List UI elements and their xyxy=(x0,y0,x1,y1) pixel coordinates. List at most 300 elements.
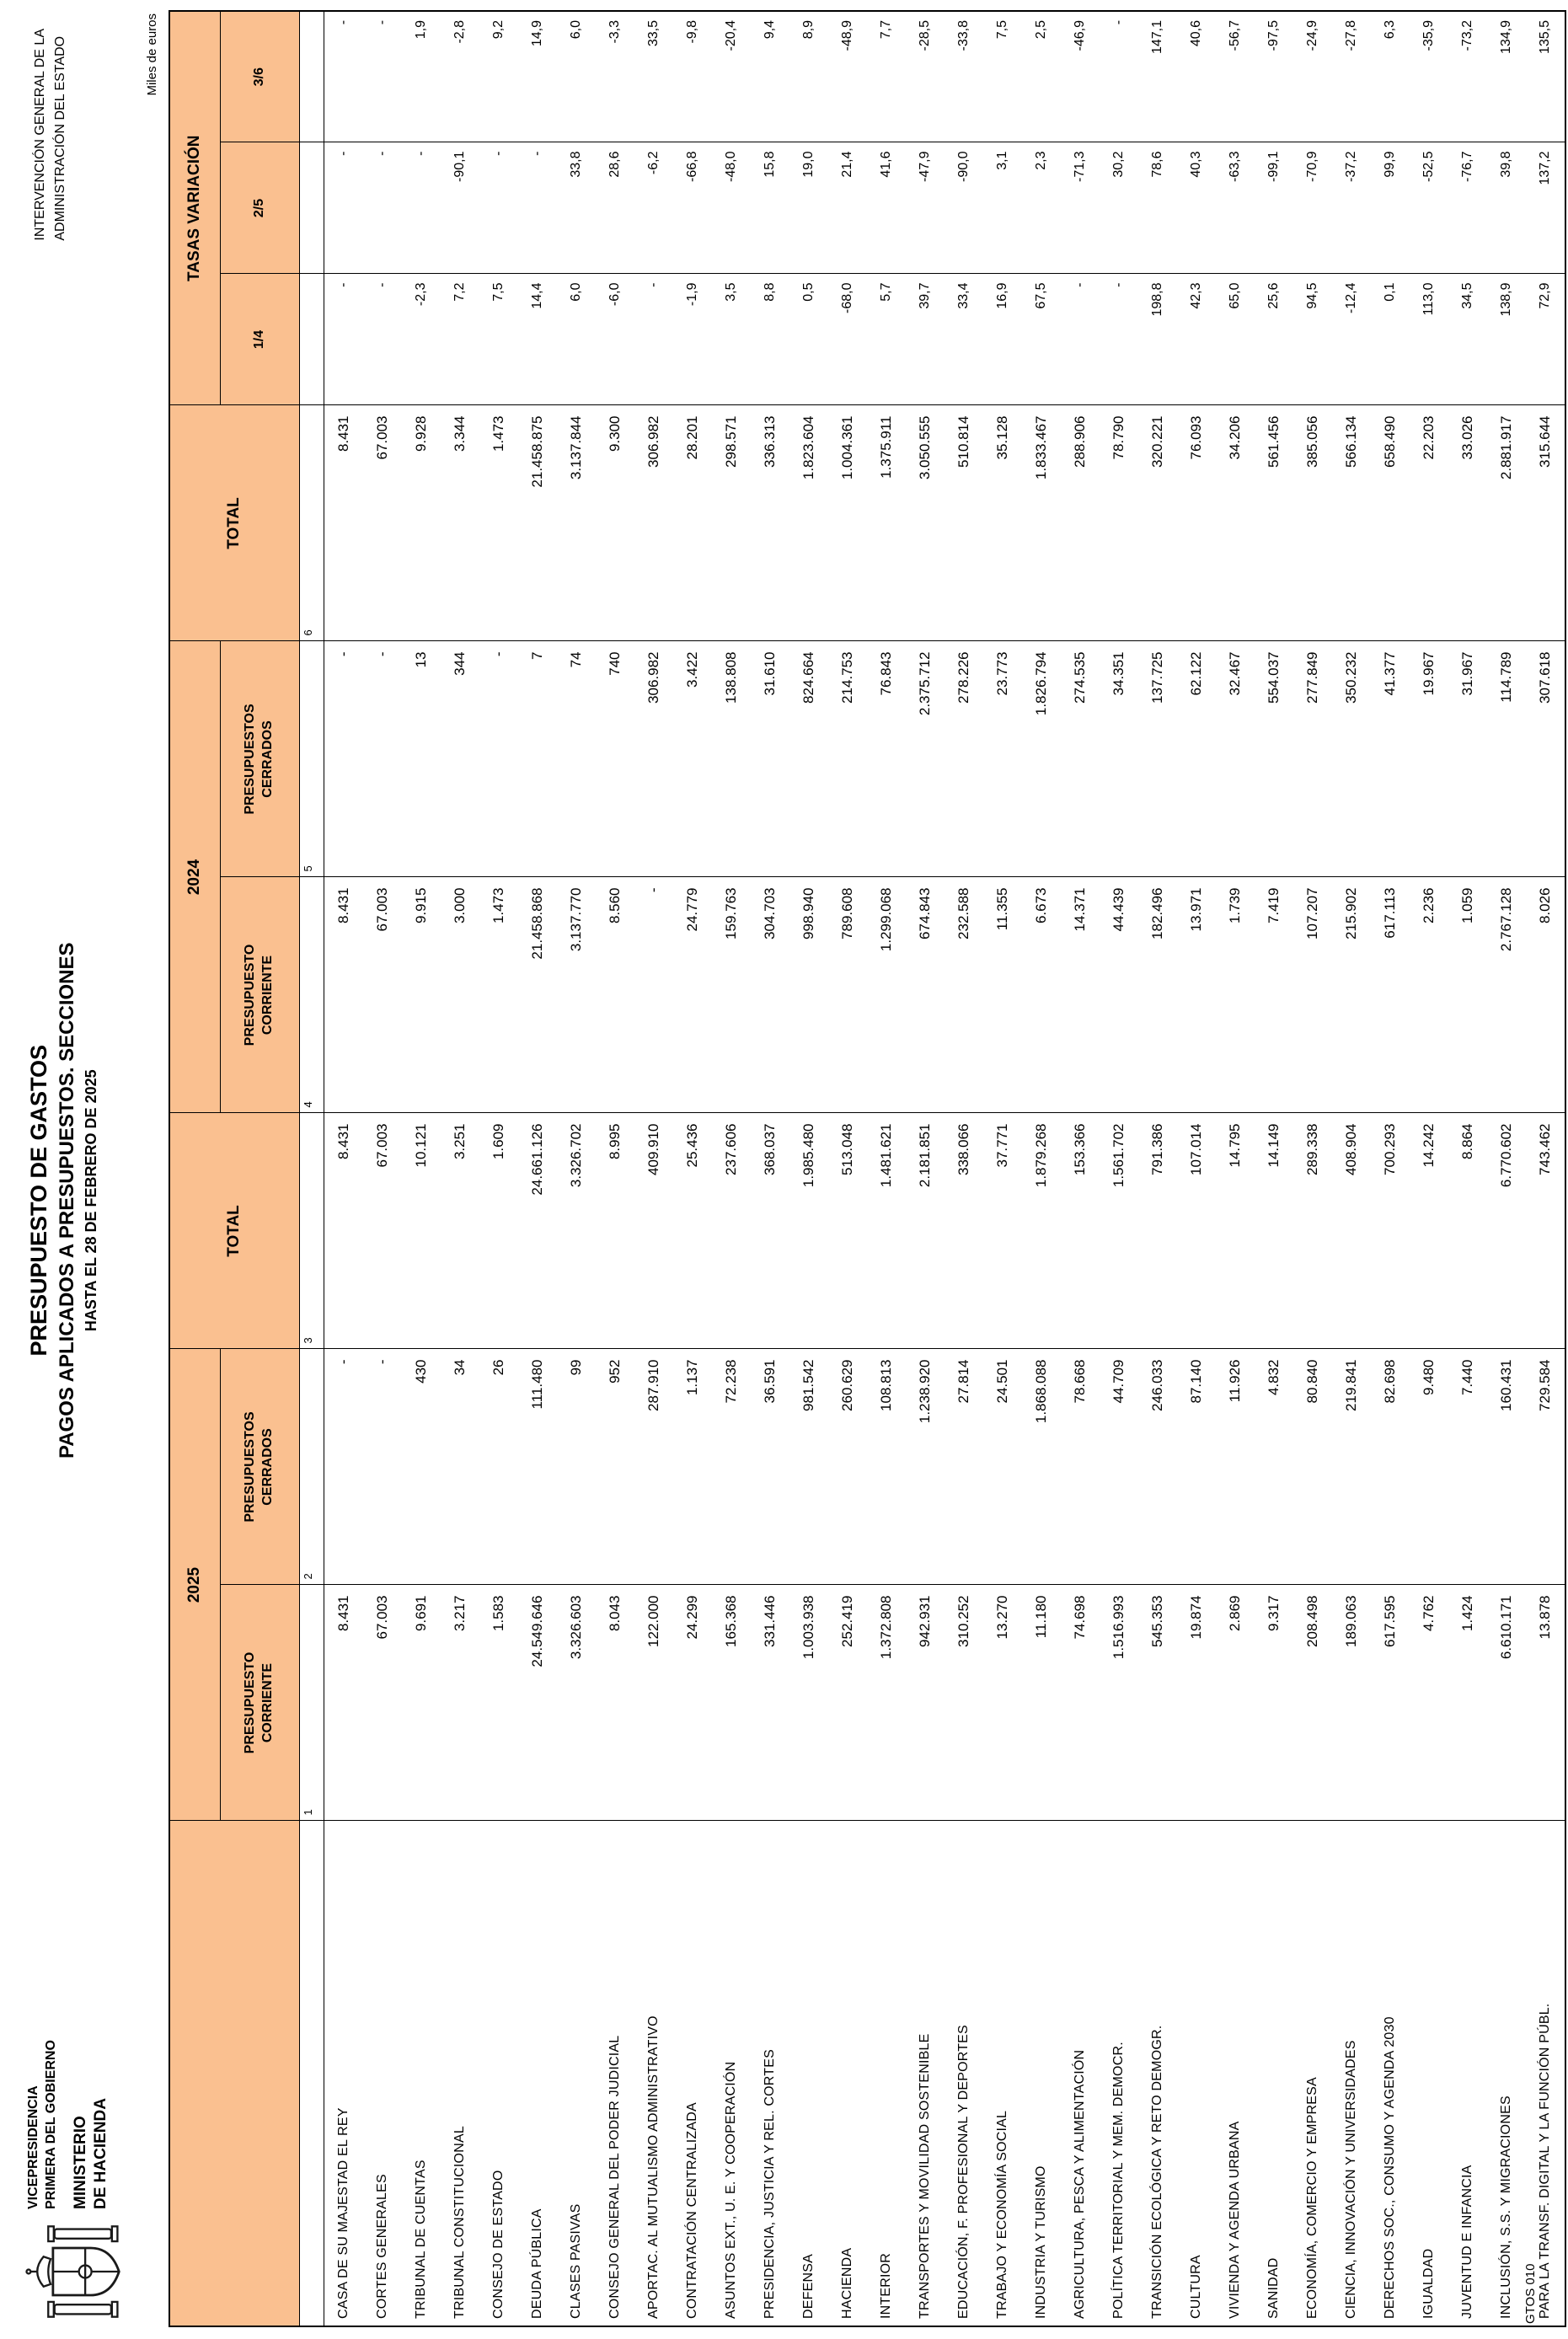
value-cell-v14: 72,9 xyxy=(1526,274,1565,405)
table-row xyxy=(789,11,828,2326)
value-cell-c2: 287.910 xyxy=(634,1349,673,1585)
value-cell-c2: 99 xyxy=(557,1349,596,1585)
value-cell-v25: -76,7 xyxy=(1448,142,1487,274)
value-cell-c2: 7.440 xyxy=(1448,1349,1487,1585)
value-cell-c4: 6.673 xyxy=(1022,877,1061,1113)
table-row xyxy=(1022,11,1061,2326)
section-name-cell: APORTAC. AL MUTUALISMO ADMINISTRATIVO xyxy=(634,1821,673,2326)
value-cell-v36: -27,8 xyxy=(1332,11,1371,142)
value-cell-c4: 617.113 xyxy=(1371,877,1410,1113)
section-name-cell: DEUDA PÚBLICA xyxy=(518,1821,557,2326)
value-cell-c4: 1.739 xyxy=(1216,877,1255,1113)
document-title-block xyxy=(25,942,103,1459)
subheader-label: PRESUPUESTO CORRIENTE xyxy=(243,944,275,1046)
section-name-cell: ASUNTOS EXT., U. E. Y COOPERACIÓN xyxy=(712,1821,751,2326)
value-cell-c4: 8.560 xyxy=(596,877,634,1113)
value-cell-c1: 1.003.938 xyxy=(789,1585,828,1821)
value-cell-c1: 13.878 xyxy=(1526,1585,1565,1821)
table-row xyxy=(828,11,867,2326)
value-cell-v25: 41,6 xyxy=(867,142,906,274)
column-number-blank xyxy=(299,1821,324,2326)
value-cell-v14: - xyxy=(634,274,673,405)
value-cell-v36: 134,9 xyxy=(1487,11,1526,142)
value-cell-c6: 76.093 xyxy=(1177,405,1216,641)
value-cell-c5: 3.422 xyxy=(673,641,712,877)
value-cell-c5: 74 xyxy=(557,641,596,877)
value-cell-c2: 160.431 xyxy=(1487,1349,1526,1585)
value-cell-c5: 554.037 xyxy=(1255,641,1293,877)
value-cell-v14: 113,0 xyxy=(1410,274,1448,405)
section-name-cell: CIENCIA, INNOVACIÓN Y UNIVERSIDADES xyxy=(1332,1821,1371,2326)
value-cell-c3: 14.242 xyxy=(1410,1113,1448,1349)
value-cell-c2: 1.238.920 xyxy=(906,1349,945,1585)
value-cell-c1: 189.063 xyxy=(1332,1585,1371,1821)
value-cell-v25: -47,9 xyxy=(906,142,945,274)
value-cell-c1: 6.610.171 xyxy=(1487,1585,1526,1821)
table-row xyxy=(518,11,557,2326)
subheader-label: PRESUPUESTOS CERRADOS xyxy=(243,704,275,815)
value-cell-v14: 0,5 xyxy=(789,274,828,405)
column-number-1: 1 xyxy=(299,1585,324,1821)
value-cell-c5: 350.232 xyxy=(1332,641,1371,877)
agency-line: INTERVENCIÓN GENERAL DE LA xyxy=(33,29,47,241)
table-row xyxy=(402,11,441,2326)
value-cell-v36: 6,3 xyxy=(1371,11,1410,142)
value-cell-v14: 3,5 xyxy=(712,274,751,405)
value-cell-v14: 8,8 xyxy=(751,274,789,405)
value-cell-v25: 40,3 xyxy=(1177,142,1216,274)
value-cell-c2: 1.137 xyxy=(673,1349,712,1585)
value-cell-v36: 14,9 xyxy=(518,11,557,142)
ministry-block xyxy=(22,2040,112,2209)
value-cell-c3: 1.481.621 xyxy=(867,1113,906,1349)
value-cell-c3: 153.366 xyxy=(1061,1113,1100,1349)
value-cell-c4: 14.371 xyxy=(1061,877,1100,1113)
value-cell-c1: 24.549.646 xyxy=(518,1585,557,1821)
value-cell-c4: 67.003 xyxy=(363,877,402,1113)
value-cell-c2: 4.832 xyxy=(1255,1349,1293,1585)
value-cell-v25: -48,0 xyxy=(712,142,751,274)
value-cell-c3: 1.879.268 xyxy=(1022,1113,1061,1349)
table-row xyxy=(751,11,789,2326)
section-name-cell: TRANSICIÓN ECOLÓGICA Y RETO DEMOGR. xyxy=(1138,1821,1177,2326)
value-cell-c4: 107.207 xyxy=(1293,877,1332,1113)
value-cell-c2: 87.140 xyxy=(1177,1349,1216,1585)
value-cell-v36: 6,0 xyxy=(557,11,596,142)
value-cell-c4: 9.915 xyxy=(402,877,441,1113)
table-body xyxy=(324,11,1565,2326)
value-cell-v25: - xyxy=(402,142,441,274)
section-name-cell: TRANSPORTES Y MOVILIDAD SOSTENIBLE xyxy=(906,1821,945,2326)
value-cell-v25: -66,8 xyxy=(673,142,712,274)
value-cell-c1: 19.874 xyxy=(1177,1585,1216,1821)
group-header-2025: 2025 xyxy=(169,1349,220,1821)
value-cell-v36: -24,9 xyxy=(1293,11,1332,142)
form-code: GTOS 010 xyxy=(1523,2263,1538,2324)
value-cell-c6: 298.571 xyxy=(712,405,751,641)
value-cell-c2: 36.591 xyxy=(751,1349,789,1585)
value-cell-v25: 30,2 xyxy=(1100,142,1138,274)
value-cell-c5: 307.618 xyxy=(1526,641,1565,877)
value-cell-c6: 510.814 xyxy=(945,405,983,641)
value-cell-v25: - xyxy=(363,142,402,274)
column-number-5: 5 xyxy=(299,641,324,877)
subheader-label: PRESUPUESTO CORRIENTE xyxy=(243,1651,275,1754)
value-cell-c3: 3.251 xyxy=(441,1113,479,1349)
value-cell-c2: 219.841 xyxy=(1332,1349,1371,1585)
section-name-cell: TRIBUNAL CONSTITUCIONAL xyxy=(441,1821,479,2326)
value-cell-v36: -28,5 xyxy=(906,11,945,142)
value-cell-c6: 385.056 xyxy=(1293,405,1332,641)
value-cell-v14: - xyxy=(324,274,363,405)
section-name-cell: DERECHOS SOC., CONSUMO Y AGENDA 2030 xyxy=(1371,1821,1410,2326)
value-cell-c3: 10.121 xyxy=(402,1113,441,1349)
value-cell-v14: 138,9 xyxy=(1487,274,1526,405)
value-cell-c1: 13.270 xyxy=(983,1585,1022,1821)
value-cell-c3: 409.910 xyxy=(634,1113,673,1349)
value-cell-c1: 3.326.603 xyxy=(557,1585,596,1821)
value-cell-c4: 1.059 xyxy=(1448,877,1487,1113)
subheader-cerrados-2025 xyxy=(220,1349,299,1585)
value-cell-c6: 3.050.555 xyxy=(906,405,945,641)
value-cell-v14: 25,6 xyxy=(1255,274,1293,405)
value-cell-c1: 122.000 xyxy=(634,1585,673,1821)
value-cell-c5: 32.467 xyxy=(1216,641,1255,877)
value-cell-c1: 4.762 xyxy=(1410,1585,1448,1821)
value-cell-c2: 44.709 xyxy=(1100,1349,1138,1585)
spain-coat-of-arms-logo xyxy=(22,2224,128,2319)
value-cell-c6: 78.790 xyxy=(1100,405,1138,641)
value-cell-c3: 237.606 xyxy=(712,1113,751,1349)
value-cell-c2: 34 xyxy=(441,1349,479,1585)
value-cell-v25: 33,8 xyxy=(557,142,596,274)
value-cell-c3: 8.864 xyxy=(1448,1113,1487,1349)
table-row xyxy=(712,11,751,2326)
value-cell-v36: -20,4 xyxy=(712,11,751,142)
value-cell-v14: 65,0 xyxy=(1216,274,1255,405)
value-cell-v36: -33,8 xyxy=(945,11,983,142)
column-number-3: 3 xyxy=(299,1113,324,1349)
value-cell-c5: 114.789 xyxy=(1487,641,1526,877)
table-row xyxy=(557,11,596,2326)
value-cell-c4: 159.763 xyxy=(712,877,751,1113)
table-row xyxy=(363,11,402,2326)
value-cell-v14: 6,0 xyxy=(557,274,596,405)
value-cell-c4: 1.299.068 xyxy=(867,877,906,1113)
section-name-cell: TRIBUNAL DE CUENTAS xyxy=(402,1821,441,2326)
value-cell-c6: 306.982 xyxy=(634,405,673,641)
value-cell-c5: 137.725 xyxy=(1138,641,1177,877)
subheader-rate-2-5: 2/5 xyxy=(220,142,299,274)
value-cell-c5: 13 xyxy=(402,641,441,877)
value-cell-c3: 338.066 xyxy=(945,1113,983,1349)
value-cell-v14: -68,0 xyxy=(828,274,867,405)
section-name-cell: JUVENTUD E INFANCIA xyxy=(1448,1821,1487,2326)
value-cell-c5: 34.351 xyxy=(1100,641,1138,877)
value-cell-v14: 33,4 xyxy=(945,274,983,405)
value-cell-v25: 19,0 xyxy=(789,142,828,274)
section-name-cell: SANIDAD xyxy=(1255,1821,1293,2326)
value-cell-c4: 998.940 xyxy=(789,877,828,1113)
value-cell-v25: -71,3 xyxy=(1061,142,1100,274)
value-cell-c6: 1.833.467 xyxy=(1022,405,1061,641)
value-cell-c3: 37.771 xyxy=(983,1113,1022,1349)
table-row xyxy=(1177,11,1216,2326)
table-row xyxy=(1487,11,1526,2326)
value-cell-c4: 1.473 xyxy=(479,877,518,1113)
value-cell-v25: 2,3 xyxy=(1022,142,1061,274)
value-cell-c4: 304.703 xyxy=(751,877,789,1113)
value-cell-v36: - xyxy=(363,11,402,142)
agency-line: ADMINISTRACIÓN DEL ESTADO xyxy=(53,35,67,241)
value-cell-c2: 72.238 xyxy=(712,1349,751,1585)
value-cell-c1: 3.217 xyxy=(441,1585,479,1821)
value-cell-v14: 7,5 xyxy=(479,274,518,405)
subheader-corriente-2024 xyxy=(220,877,299,1113)
subheader-rate-3-6: 3/6 xyxy=(220,11,299,142)
section-name-cell: HACIENDA xyxy=(828,1821,867,2326)
value-cell-c5: 138.808 xyxy=(712,641,751,877)
value-cell-c1: 8.431 xyxy=(324,1585,363,1821)
section-name-cell: TRABAJO Y ECONOMÍA SOCIAL xyxy=(983,1821,1022,2326)
value-cell-c5: 76.843 xyxy=(867,641,906,877)
value-cell-c1: 1.372.808 xyxy=(867,1585,906,1821)
section-name-cell: VIVIENDA Y AGENDA URBANA xyxy=(1216,1821,1255,2326)
value-cell-v25: - xyxy=(518,142,557,274)
value-cell-c1: 2.869 xyxy=(1216,1585,1255,1821)
value-cell-c3: 1.609 xyxy=(479,1113,518,1349)
value-cell-v14: 34,5 xyxy=(1448,274,1487,405)
value-cell-c1: 545.353 xyxy=(1138,1585,1177,1821)
value-cell-c2: - xyxy=(363,1349,402,1585)
table-row xyxy=(906,11,945,2326)
value-cell-c2: 9.480 xyxy=(1410,1349,1448,1585)
value-cell-c1: 24.299 xyxy=(673,1585,712,1821)
table-row xyxy=(634,11,673,2326)
value-cell-c3: 14.795 xyxy=(1216,1113,1255,1349)
value-cell-c6: 3.344 xyxy=(441,405,479,641)
value-cell-c1: 208.498 xyxy=(1293,1585,1332,1821)
value-cell-c2: 981.542 xyxy=(789,1349,828,1585)
value-cell-v14: -2,3 xyxy=(402,274,441,405)
value-cell-c6: 35.128 xyxy=(983,405,1022,641)
value-cell-c4: 232.588 xyxy=(945,877,983,1113)
value-cell-v14: -12,4 xyxy=(1332,274,1371,405)
value-cell-c3: 67.003 xyxy=(363,1113,402,1349)
value-cell-c1: 1.424 xyxy=(1448,1585,1487,1821)
page-subtitle: PAGOS APLICADOS A PRESUPUESTOS. SECCIONES xyxy=(55,942,78,1459)
value-cell-c1: 1.583 xyxy=(479,1585,518,1821)
units-label: Miles de euros xyxy=(145,13,159,96)
value-cell-c4: 3.137.770 xyxy=(557,877,596,1113)
section-name-cell: ECONOMÍA, COMERCIO Y EMPRESA xyxy=(1293,1821,1332,2326)
value-cell-c1: 1.516.993 xyxy=(1100,1585,1138,1821)
value-cell-c2: 82.698 xyxy=(1371,1349,1410,1585)
value-cell-c6: 336.313 xyxy=(751,405,789,641)
value-cell-c3: 2.181.851 xyxy=(906,1113,945,1349)
value-cell-c1: 165.368 xyxy=(712,1585,751,1821)
value-cell-c4: 8.026 xyxy=(1526,877,1565,1113)
value-cell-c4: 44.439 xyxy=(1100,877,1138,1113)
value-cell-c2: 108.813 xyxy=(867,1349,906,1585)
value-cell-v25: -52,5 xyxy=(1410,142,1448,274)
value-cell-v36: 9,2 xyxy=(479,11,518,142)
subheader-cerrados-2024 xyxy=(220,641,299,877)
table-row xyxy=(324,11,363,2326)
value-cell-c3: 107.014 xyxy=(1177,1113,1216,1349)
table-row xyxy=(673,11,712,2326)
value-cell-v14: 5,7 xyxy=(867,274,906,405)
value-cell-v14: -1,9 xyxy=(673,274,712,405)
value-cell-c1: 9.317 xyxy=(1255,1585,1293,1821)
value-cell-c5: - xyxy=(363,641,402,877)
value-cell-c4: 2.236 xyxy=(1410,877,1448,1113)
value-cell-c2: 729.584 xyxy=(1526,1349,1565,1585)
value-cell-c6: 1.375.911 xyxy=(867,405,906,641)
total-header-2025: TOTAL xyxy=(169,1113,299,1349)
table-row xyxy=(1332,11,1371,2326)
value-cell-v36: -2,8 xyxy=(441,11,479,142)
section-name-cell: CLASES PASIVAS xyxy=(557,1821,596,2326)
value-cell-v25: -99,1 xyxy=(1255,142,1293,274)
value-cell-c5: 7 xyxy=(518,641,557,877)
value-cell-v14: 0,1 xyxy=(1371,274,1410,405)
value-cell-v36: 7,7 xyxy=(867,11,906,142)
value-cell-v36: 2,5 xyxy=(1022,11,1061,142)
section-name-cell: EDUCACIÓN, F. PROFESIONAL Y DEPORTES xyxy=(945,1821,983,2326)
subheader-label: PRESUPUESTOS CERRADOS xyxy=(243,1411,275,1523)
date-line: HASTA EL 28 DE FEBRERO DE 2025 xyxy=(82,1069,99,1332)
value-cell-c5: 306.982 xyxy=(634,641,673,877)
page-title: PRESUPUESTO DE GASTOS xyxy=(26,1044,51,1357)
value-cell-c6: 33.026 xyxy=(1448,405,1487,641)
value-cell-v25: -37,2 xyxy=(1332,142,1371,274)
value-cell-c3: 743.462 xyxy=(1526,1113,1565,1349)
value-cell-c6: 315.644 xyxy=(1526,405,1565,641)
value-cell-c4: 13.971 xyxy=(1177,877,1216,1113)
section-name-cell: POLÍTICA TERRITORIAL Y MEM. DEMOCR. xyxy=(1100,1821,1138,2326)
value-cell-c3: 8.431 xyxy=(324,1113,363,1349)
value-cell-c1: 252.419 xyxy=(828,1585,867,1821)
value-cell-c3: 408.904 xyxy=(1332,1113,1371,1349)
value-cell-v36: -97,5 xyxy=(1255,11,1293,142)
section-name-cell: PARA LA TRANSF. DIGITAL Y LA FUNCIÓN PÚBL. xyxy=(1526,1821,1565,2326)
value-cell-c6: 9.928 xyxy=(402,405,441,641)
value-cell-c3: 25.436 xyxy=(673,1113,712,1349)
value-cell-v14: 67,5 xyxy=(1022,274,1061,405)
value-cell-v14: 39,7 xyxy=(906,274,945,405)
value-cell-c2: 78.668 xyxy=(1061,1349,1100,1585)
value-cell-c6: 8.431 xyxy=(324,405,363,641)
table-row xyxy=(1448,11,1487,2326)
value-cell-c1: 331.446 xyxy=(751,1585,789,1821)
value-cell-c1: 74.698 xyxy=(1061,1585,1100,1821)
group-header-tasas: TASAS VARIACIÓN xyxy=(169,11,220,405)
value-cell-v14: 16,9 xyxy=(983,274,1022,405)
section-name-cell: CONTRATACIÓN CENTRALIZADA xyxy=(673,1821,712,2326)
value-cell-c1: 67.003 xyxy=(363,1585,402,1821)
section-column-header xyxy=(169,1821,299,2326)
value-cell-c3: 1.561.702 xyxy=(1100,1113,1138,1349)
value-cell-c6: 288.906 xyxy=(1061,405,1100,641)
column-number-blank xyxy=(299,11,324,142)
section-name-cell: INDUSTRIA Y TURISMO xyxy=(1022,1821,1061,2326)
value-cell-c5: 278.226 xyxy=(945,641,983,877)
table-row xyxy=(1216,11,1255,2326)
value-cell-c5: - xyxy=(479,641,518,877)
value-cell-v25: -70,9 xyxy=(1293,142,1332,274)
value-cell-c3: 1.985.480 xyxy=(789,1113,828,1349)
value-cell-c4: 2.767.128 xyxy=(1487,877,1526,1113)
value-cell-c5: 274.535 xyxy=(1061,641,1100,877)
value-cell-v14: - xyxy=(1061,274,1100,405)
value-cell-v14: - xyxy=(363,274,402,405)
ministry-line: PRIMERA DEL GOBIERNO xyxy=(43,2040,58,2209)
value-cell-c3: 24.661.126 xyxy=(518,1113,557,1349)
value-cell-v25: 15,8 xyxy=(751,142,789,274)
value-cell-v36: - xyxy=(1100,11,1138,142)
total-header-2024: TOTAL xyxy=(169,405,299,641)
value-cell-c6: 3.137.844 xyxy=(557,405,596,641)
value-cell-c4: 21.458.868 xyxy=(518,877,557,1113)
value-cell-c4: 3.000 xyxy=(441,877,479,1113)
column-number-blank xyxy=(299,274,324,405)
table-row xyxy=(867,11,906,2326)
value-cell-c5: 41.377 xyxy=(1371,641,1410,877)
value-cell-c3: 700.293 xyxy=(1371,1113,1410,1349)
table-row xyxy=(1526,11,1565,2326)
column-number-6: 6 xyxy=(299,405,324,641)
value-cell-c6: 9.300 xyxy=(596,405,634,641)
value-cell-v36: -35,9 xyxy=(1410,11,1448,142)
value-cell-c2: - xyxy=(324,1349,363,1585)
value-cell-c4: 7.419 xyxy=(1255,877,1293,1113)
value-cell-v36: 40,6 xyxy=(1177,11,1216,142)
table-row xyxy=(983,11,1022,2326)
value-cell-c6: 658.490 xyxy=(1371,405,1410,641)
value-cell-c4: 182.496 xyxy=(1138,877,1177,1113)
value-cell-c5: 344 xyxy=(441,641,479,877)
value-cell-c3: 368.037 xyxy=(751,1113,789,1349)
value-cell-c4: 674.843 xyxy=(906,877,945,1113)
value-cell-v36: 147,1 xyxy=(1138,11,1177,142)
value-cell-c2: 246.033 xyxy=(1138,1349,1177,1585)
value-cell-c2: 27.814 xyxy=(945,1349,983,1585)
government-header xyxy=(22,2040,128,2319)
value-cell-v14: 14,4 xyxy=(518,274,557,405)
value-cell-c2: 111.480 xyxy=(518,1349,557,1585)
group-header-2024: 2024 xyxy=(169,641,220,1113)
column-number-4: 4 xyxy=(299,877,324,1113)
table-row xyxy=(1138,11,1177,2326)
value-cell-v36: 1,9 xyxy=(402,11,441,142)
value-cell-v25: 137,2 xyxy=(1526,142,1565,274)
value-cell-v36: -46,9 xyxy=(1061,11,1100,142)
value-cell-v25: 99,9 xyxy=(1371,142,1410,274)
value-cell-v14: -6,0 xyxy=(596,274,634,405)
value-cell-c6: 1.004.361 xyxy=(828,405,867,641)
value-cell-c5: 31.967 xyxy=(1448,641,1487,877)
value-cell-c6: 1.473 xyxy=(479,405,518,641)
value-cell-c6: 561.456 xyxy=(1255,405,1293,641)
value-cell-v36: 135,5 xyxy=(1526,11,1565,142)
value-cell-c3: 3.326.702 xyxy=(557,1113,596,1349)
section-name-cell: CULTURA xyxy=(1177,1821,1216,2326)
value-cell-v14: - xyxy=(1100,274,1138,405)
section-name-cell: CASA DE SU MAJESTAD EL REY xyxy=(324,1821,363,2326)
ministry-line: VICEPRESIDENCIA xyxy=(26,2085,40,2209)
budget-table xyxy=(169,10,1566,2327)
